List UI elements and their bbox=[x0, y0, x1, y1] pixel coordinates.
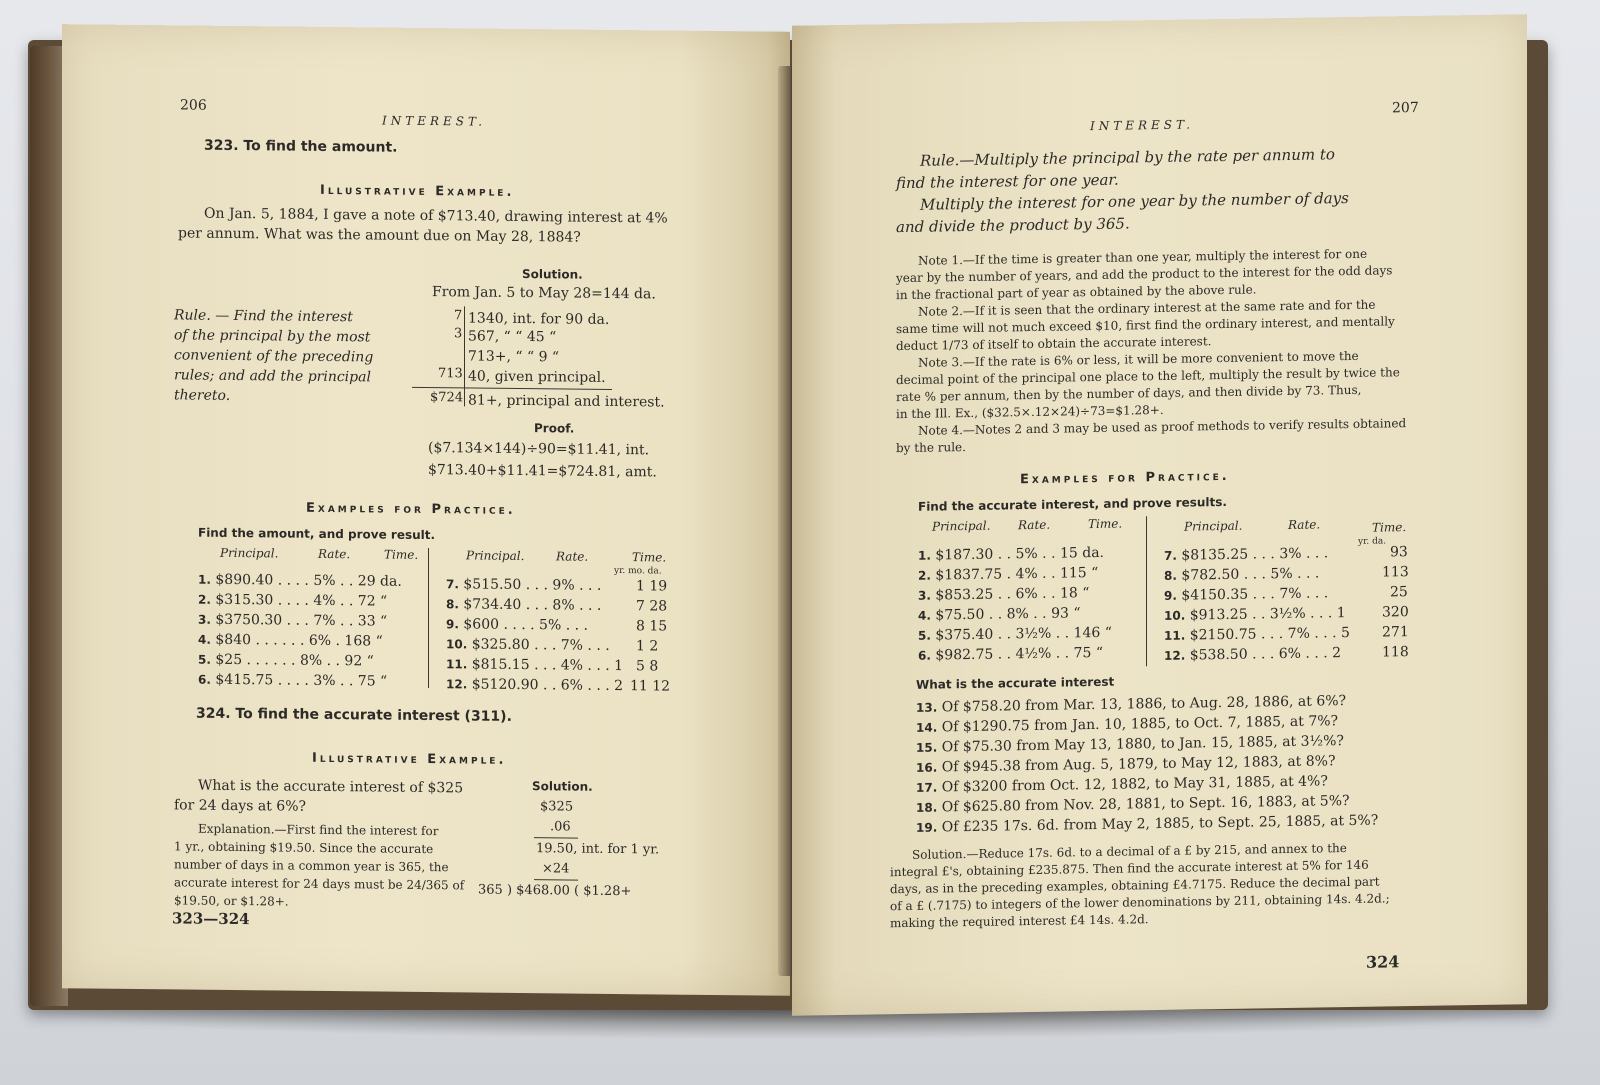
time-subheader: yr. mo. da. bbox=[614, 565, 662, 577]
example-row bbox=[1164, 565, 1319, 583]
explanation-line: $19.50, or $1.28+. bbox=[174, 893, 289, 909]
solution-line: Solution.—Reduce 17s. 6d. to a decimal of a £ by 215, and annex to the bbox=[912, 841, 1347, 862]
example-number: 9. bbox=[1164, 588, 1177, 603]
example-row bbox=[918, 585, 1089, 604]
example-number: 4. bbox=[918, 608, 931, 623]
example-row bbox=[446, 636, 610, 654]
example-text: $25 . . . . . . 8% . . 92 “ bbox=[215, 651, 374, 670]
example-number: 6. bbox=[198, 672, 211, 687]
example-number: 1. bbox=[198, 572, 211, 587]
example-text: $782.50 . . . 5% . . . bbox=[1181, 565, 1320, 584]
solution-left-value: 7 bbox=[454, 308, 463, 324]
note-line: deduct 1/73 of itself to obtain the accurate interest. bbox=[896, 334, 1212, 354]
solution-line: days, as in the preceding examples, obtaining £4.7175. Reduce the decimal part bbox=[890, 874, 1380, 897]
column-header: Principal. bbox=[220, 545, 279, 561]
example-time: 93 bbox=[1390, 544, 1408, 561]
rule-line: convenient of the preceding bbox=[174, 347, 374, 366]
example-time: 8 15 bbox=[636, 618, 668, 635]
example-text: $1837.75 . 4% . . 115 “ bbox=[935, 564, 1099, 584]
example-number: 11. bbox=[446, 657, 468, 672]
example-text: $2150.75 . . . 7% . . . 5 bbox=[1189, 625, 1350, 644]
question-text: Of $945.38 from Aug. 5, 1879, to May 12, 1883, at 8%? bbox=[941, 753, 1336, 776]
example-row bbox=[198, 632, 383, 650]
solution-left-value: 3 bbox=[454, 326, 463, 342]
column-header: Time. bbox=[384, 547, 419, 562]
example-text: $415.75 . . . . 3% . . 75 “ bbox=[215, 671, 388, 690]
rule-line: Rule. — Find the interest bbox=[174, 307, 353, 326]
example-row bbox=[446, 676, 623, 694]
solution-line: $325 bbox=[540, 799, 574, 815]
example-text: $982.75 . . 4½% . . 75 “ bbox=[935, 644, 1103, 664]
example-text: $325.80 . . . 7% . . . bbox=[471, 636, 610, 654]
example-number: 1. bbox=[918, 548, 931, 563]
solution-line: integral £'s, obtaining £235.875. Then find the accurate interest at 5% for 146 bbox=[890, 857, 1369, 880]
example-number: 8. bbox=[446, 597, 459, 612]
example-number: 7. bbox=[446, 577, 459, 592]
example-text: $815.15 . . . 4% . . . 1 bbox=[471, 656, 624, 675]
example-time: 113 bbox=[1382, 564, 1409, 581]
question-text: Of $758.20 from Mar. 13, 1886, to Aug. 28, 1886, at 6%? bbox=[941, 693, 1347, 716]
question-number: 15. bbox=[916, 740, 938, 755]
question-number: 19. bbox=[916, 820, 938, 835]
example-text: $187.30 . . 5% . . 15 da. bbox=[935, 544, 1105, 564]
practice-instructions: Find the amount, and prove result. bbox=[198, 525, 436, 543]
running-head: INTEREST. bbox=[1090, 117, 1195, 134]
proof-line: ($7.134×144)÷90=$11.41, int. bbox=[428, 440, 650, 459]
note-line: Note 2.—If it is seen that the ordinary interest at the same rate and for the bbox=[918, 297, 1376, 319]
question-intro: What is the accurate interest bbox=[916, 674, 1115, 692]
proof-label: Proof. bbox=[534, 421, 575, 436]
example-text: $890.40 . . . . 5% . . 29 da. bbox=[215, 571, 402, 590]
solution-line: .06 bbox=[550, 819, 571, 835]
example-number: 10. bbox=[446, 637, 468, 652]
example-text: $734.40 . . . 8% . . . bbox=[463, 596, 602, 614]
column-header: Principal. bbox=[466, 548, 525, 564]
column-header: Rate. bbox=[318, 546, 351, 562]
example-text: $4150.35 . . . 7% . . . bbox=[1181, 585, 1329, 604]
question-text: Of $625.80 from Nov. 28, 1881, to Sept. 16, 1883, at 5%? bbox=[941, 793, 1350, 816]
rule-line: of the principal by the most bbox=[174, 327, 371, 346]
question-row bbox=[916, 753, 1335, 776]
column-header: Rate. bbox=[556, 549, 589, 564]
solution-right-value: 713+, “ “ 9 “ bbox=[468, 348, 560, 366]
example-number: 2. bbox=[918, 568, 931, 583]
solution-left-value: 713 bbox=[438, 366, 463, 382]
example-text: $600 . . . . 5% . . . bbox=[463, 616, 588, 634]
rule-line: find the interest for one year. bbox=[896, 170, 1119, 193]
section-footer: 324 bbox=[1366, 952, 1400, 972]
example-number: 5. bbox=[198, 652, 211, 667]
problem-line: per annum. What was the amount due on May 28, 1884? bbox=[178, 225, 581, 246]
question-number: 14. bbox=[916, 720, 938, 735]
example-row bbox=[198, 572, 402, 590]
example-number: 3. bbox=[198, 612, 211, 627]
question-row bbox=[916, 733, 1344, 756]
example-text: $913.25 . . 3½% . . . 1 bbox=[1189, 605, 1346, 624]
example-number: 12. bbox=[1164, 648, 1186, 663]
solution-label: Solution. bbox=[522, 267, 583, 282]
note-line: Note 3.—If the rate is 6% or less, it will be more convenient to move the bbox=[918, 348, 1359, 370]
example-text: $3750.30 . . . 7% . . 33 “ bbox=[215, 611, 388, 630]
solution-label: Solution. bbox=[532, 779, 593, 794]
example-row bbox=[918, 565, 1098, 584]
example-row bbox=[1164, 545, 1328, 564]
note-line: in the fractional part of year as obtained by the above rule. bbox=[896, 282, 1257, 303]
example-row bbox=[918, 605, 1081, 624]
solution-right-value: 567, “ “ 45 “ bbox=[468, 328, 557, 346]
solution-right-value: 1340, int. for 90 da. bbox=[468, 310, 610, 328]
question-line: for 24 days at 6%? bbox=[174, 797, 307, 815]
example-time: 1 19 bbox=[636, 578, 668, 595]
example-row bbox=[1164, 585, 1328, 604]
example-row bbox=[198, 672, 387, 690]
example-row bbox=[198, 592, 387, 610]
illustrative-heading: Illustrative Example. bbox=[320, 182, 515, 200]
example-time: 11 12 bbox=[630, 678, 671, 695]
explanation-line: Explanation.—First find the interest for bbox=[198, 821, 439, 839]
explanation-line: accurate interest for 24 days must be 24/365 of bbox=[174, 875, 465, 893]
example-row bbox=[918, 545, 1104, 564]
practice-instructions: Find the accurate interest, and prove results. bbox=[918, 494, 1227, 514]
example-text: $840 . . . . . . 6% . 168 “ bbox=[215, 631, 383, 650]
solution-right-value: 40, given principal. bbox=[468, 368, 606, 386]
example-number: 12. bbox=[446, 677, 468, 692]
example-time: 118 bbox=[1382, 644, 1409, 661]
rule-line: and divide the product by 365. bbox=[896, 214, 1130, 237]
rule-line: Rule.—Multiply the principal by the rate per annum to bbox=[920, 145, 1335, 170]
note-line: year by the number of years, and add the product to the interest for the odd days bbox=[896, 263, 1393, 286]
explanation-line: number of days in a common year is 365, the bbox=[174, 857, 449, 875]
example-row bbox=[1164, 605, 1346, 624]
solution-line: ×24 bbox=[542, 861, 570, 877]
example-text: $375.40 . . 3½% . . 146 “ bbox=[935, 624, 1112, 644]
question-number: 13. bbox=[916, 700, 938, 715]
solution-divider bbox=[464, 306, 465, 406]
example-row bbox=[918, 645, 1103, 664]
question-row bbox=[916, 693, 1346, 716]
question-text: Of $1290.75 from Jan. 10, 1885, to Oct. 7, 1885, at 7%? bbox=[941, 713, 1339, 736]
column-header: Time. bbox=[1372, 520, 1407, 535]
example-text: $315.30 . . . . 4% . . 72 “ bbox=[215, 591, 388, 610]
example-time: 271 bbox=[1382, 624, 1409, 641]
example-text: $538.50 . . . 6% . . . 2 bbox=[1189, 645, 1342, 664]
note-line: by the rule. bbox=[896, 440, 966, 456]
left-page bbox=[62, 24, 790, 996]
section-footer: 323—324 bbox=[172, 909, 250, 929]
column-header: Principal. bbox=[1184, 518, 1243, 534]
example-number: 10. bbox=[1164, 608, 1186, 623]
column-header: Principal. bbox=[932, 518, 991, 534]
table-divider bbox=[1146, 516, 1147, 666]
example-number: 11. bbox=[1164, 628, 1186, 643]
example-time: 1 2 bbox=[636, 638, 659, 655]
illustrative-heading: Illustrative Example. bbox=[312, 750, 507, 768]
example-text: $853.25 . . 6% . . 18 “ bbox=[935, 585, 1090, 604]
example-row bbox=[1164, 625, 1350, 644]
rule-line: Multiply the interest for one year by the number of days bbox=[920, 189, 1349, 214]
solution-line: 19.50, int. for 1 yr. bbox=[536, 841, 660, 858]
right-page bbox=[792, 14, 1527, 1016]
example-text: $5120.90 . . 6% . . . 2 bbox=[471, 676, 624, 695]
example-number: 3. bbox=[918, 588, 931, 603]
example-row bbox=[446, 656, 623, 674]
example-time: 7 28 bbox=[636, 598, 668, 615]
example-time: 320 bbox=[1382, 604, 1409, 621]
example-row bbox=[918, 625, 1112, 644]
example-number: 2. bbox=[198, 592, 211, 607]
question-row bbox=[916, 813, 1378, 836]
solution-rule bbox=[534, 837, 578, 838]
example-row bbox=[198, 652, 374, 670]
problem-line: On Jan. 5, 1884, I gave a note of $713.40, drawing interest at 4% bbox=[204, 205, 668, 227]
column-header: Rate. bbox=[1018, 517, 1051, 533]
section-323-title: 323. To find the amount. bbox=[204, 137, 398, 156]
table-divider bbox=[428, 548, 429, 688]
solution-line: of a £ (.7175) to integers of the lower denominations by 211, obtaining 14s. 4.2d.; bbox=[890, 891, 1390, 914]
note-line: in the Ill. Ex., ($32.5×.12×24)÷73=$1.28+. bbox=[896, 402, 1164, 422]
practice-heading: Examples for Practice. bbox=[1020, 468, 1230, 488]
example-number: 7. bbox=[1164, 548, 1177, 563]
example-number: 8. bbox=[1164, 568, 1177, 583]
example-row bbox=[198, 612, 387, 630]
question-number: 18. bbox=[916, 800, 938, 815]
column-header: Time. bbox=[1088, 516, 1123, 532]
practice-heading: Examples for Practice. bbox=[306, 500, 516, 518]
question-row bbox=[916, 793, 1350, 816]
solution-line: making the required interest £4 14s. 4.2d. bbox=[890, 912, 1149, 931]
solution-line: 365 ) $468.00 ( $1.28+ bbox=[478, 882, 632, 900]
question-text: Of $3200 from Oct. 12, 1882, to May 31, 1885, at 4%? bbox=[941, 773, 1328, 796]
example-text: $515.50 . . . 9% . . . bbox=[463, 576, 602, 594]
column-header: Time. bbox=[632, 550, 667, 565]
example-row bbox=[446, 616, 588, 633]
example-row bbox=[446, 596, 601, 614]
example-time: 5 8 bbox=[636, 658, 659, 675]
page-number: 206 bbox=[180, 97, 207, 114]
question-line: What is the accurate interest of $325 bbox=[198, 777, 464, 797]
example-number: 6. bbox=[918, 648, 931, 663]
rule-line: thereto. bbox=[174, 387, 231, 404]
example-text: $75.50 . . 8% . . 93 “ bbox=[935, 605, 1081, 624]
example-time: 25 bbox=[1390, 584, 1408, 601]
section-324-title: 324. To find the accurate interest (311). bbox=[196, 705, 512, 725]
question-row bbox=[916, 713, 1338, 736]
example-row bbox=[446, 576, 601, 594]
solution-line: From Jan. 5 to May 28=144 da. bbox=[432, 284, 656, 303]
note-line: Note 4.—Notes 2 and 3 may be used as proof methods to verify results obtained bbox=[918, 416, 1407, 438]
example-row bbox=[1164, 645, 1341, 664]
solution-left-value: $724 bbox=[430, 390, 464, 406]
example-text: $8135.25 . . . 3% . . . bbox=[1181, 545, 1329, 564]
question-number: 16. bbox=[916, 760, 938, 775]
solution-right-value: 81+, principal and interest. bbox=[468, 392, 665, 411]
explanation-line: 1 yr., obtaining $19.50. Since the accurate bbox=[174, 839, 434, 857]
example-number: 9. bbox=[446, 617, 459, 632]
question-text: Of £235 17s. 6d. from May 2, 1885, to Sept. 25, 1885, at 5%? bbox=[941, 812, 1379, 836]
proof-line: $713.40+$11.41=$724.81, amt. bbox=[428, 462, 657, 481]
rule-line: rules; and add the principal bbox=[174, 367, 371, 386]
page-number: 207 bbox=[1392, 99, 1419, 117]
running-head: INTEREST. bbox=[382, 113, 487, 129]
question-number: 17. bbox=[916, 780, 938, 795]
note-line: decimal point of the principal one place to the left, multiply the result by twice the bbox=[896, 365, 1400, 388]
note-line: Note 1.—If the time is greater than one year, multiply the interest for one bbox=[918, 246, 1368, 268]
time-subheader: yr. da. bbox=[1358, 536, 1387, 547]
note-line: rate % per annum, then by the number of days, and then divide by 73. Thus, bbox=[896, 382, 1362, 405]
example-number: 5. bbox=[918, 628, 931, 643]
question-row bbox=[916, 773, 1328, 795]
column-header: Rate. bbox=[1288, 517, 1321, 532]
question-text: Of $75.30 from May 13, 1880, to Jan. 15, 1885, at 3½%? bbox=[941, 733, 1344, 756]
solution-rule bbox=[534, 879, 578, 880]
example-number: 4. bbox=[198, 632, 211, 647]
note-line: same time will not much exceed $10, first find the ordinary interest, and mentally bbox=[896, 314, 1395, 337]
